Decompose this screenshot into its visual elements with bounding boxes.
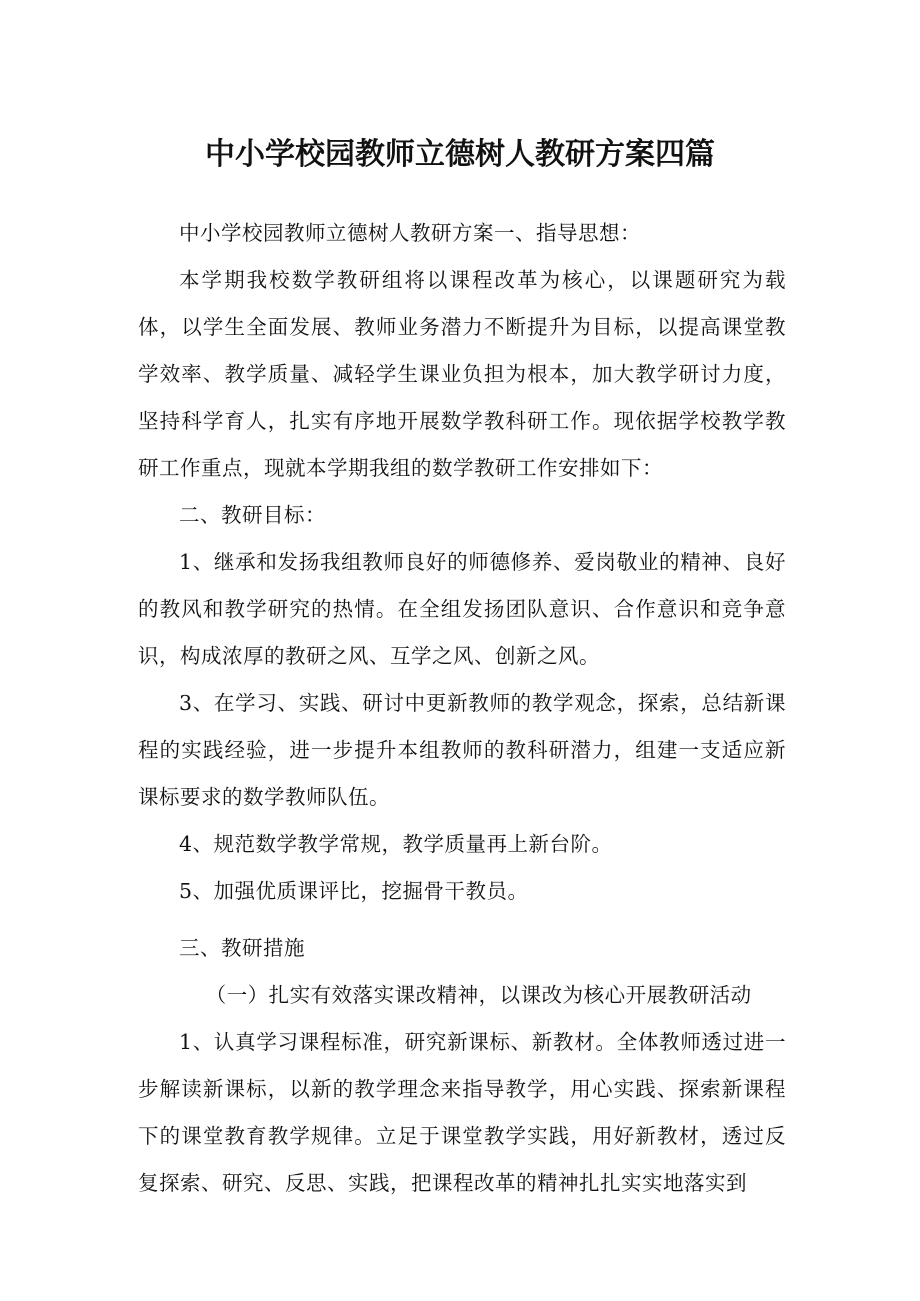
paragraph-measure-1-item-1: 1、认真学习课程标准，研究新课标、新教材。全体教师透过进一步解读新课标，以新的教学理念来指导教学，用心实践、探索新课程下的课堂教育教学规律。立足于课堂教学实践，用好新教材，透过反复探索、研究、反思、实践，把课程改革的精神扎扎实实地落实到 [138, 1030, 786, 1195]
paragraph-goal-5: 5、加强优质课评比，挖掘骨干教员。 [179, 879, 529, 903]
paragraph-goal-4: 4、规范数学教学常规，教学质量再上新台阶。 [179, 832, 613, 856]
paragraph-semester-plan: 本学期我校数学教研组将以课程改革为核心，以课题研究为载体，以学生全面发展、教师业务潜力不断提升为目标，以提高课堂教学效率、教学质量、减轻学生课业负担为根本，加大教学研讨力度，坚持科学育人，扎实有序地开展数学教科研工作。现依据学校教学教研工作重点，现就本学期我组的数学教研工作安排如下： [138, 268, 786, 480]
heading-research-measures: 三、教研措施 [179, 936, 305, 960]
paragraph-goal-1: 1、继承和发扬我组教师良好的师德修养、爱岗敬业的精神、良好的教风和教学研究的热情。在全组发扬团队意识、合作意识和竞争意识，构成浓厚的教研之风、互学之风、创新之风。 [138, 550, 786, 668]
subheading-measure-1: （一）扎实有效落实课改精神，以课改为核心开展教研活动 [205, 983, 752, 1007]
document-title: 中小学校园教师立德树人教研方案四篇 [205, 137, 715, 173]
paragraph-goal-3: 3、在学习、实践、研讨中更新教师的教学观念，探索，总结新课程的实践经验，进一步提升本组教师的教科研潜力，组建一支适应新课标要求的数学教师队伍。 [138, 691, 786, 809]
document-body [138, 210, 786, 1207]
section-gap [138, 915, 786, 925]
paragraph-guiding-ideology: 中小学校园教师立德树人教研方案一、指导思想： [179, 221, 641, 245]
heading-research-goals: 二、教研目标： [179, 503, 326, 527]
